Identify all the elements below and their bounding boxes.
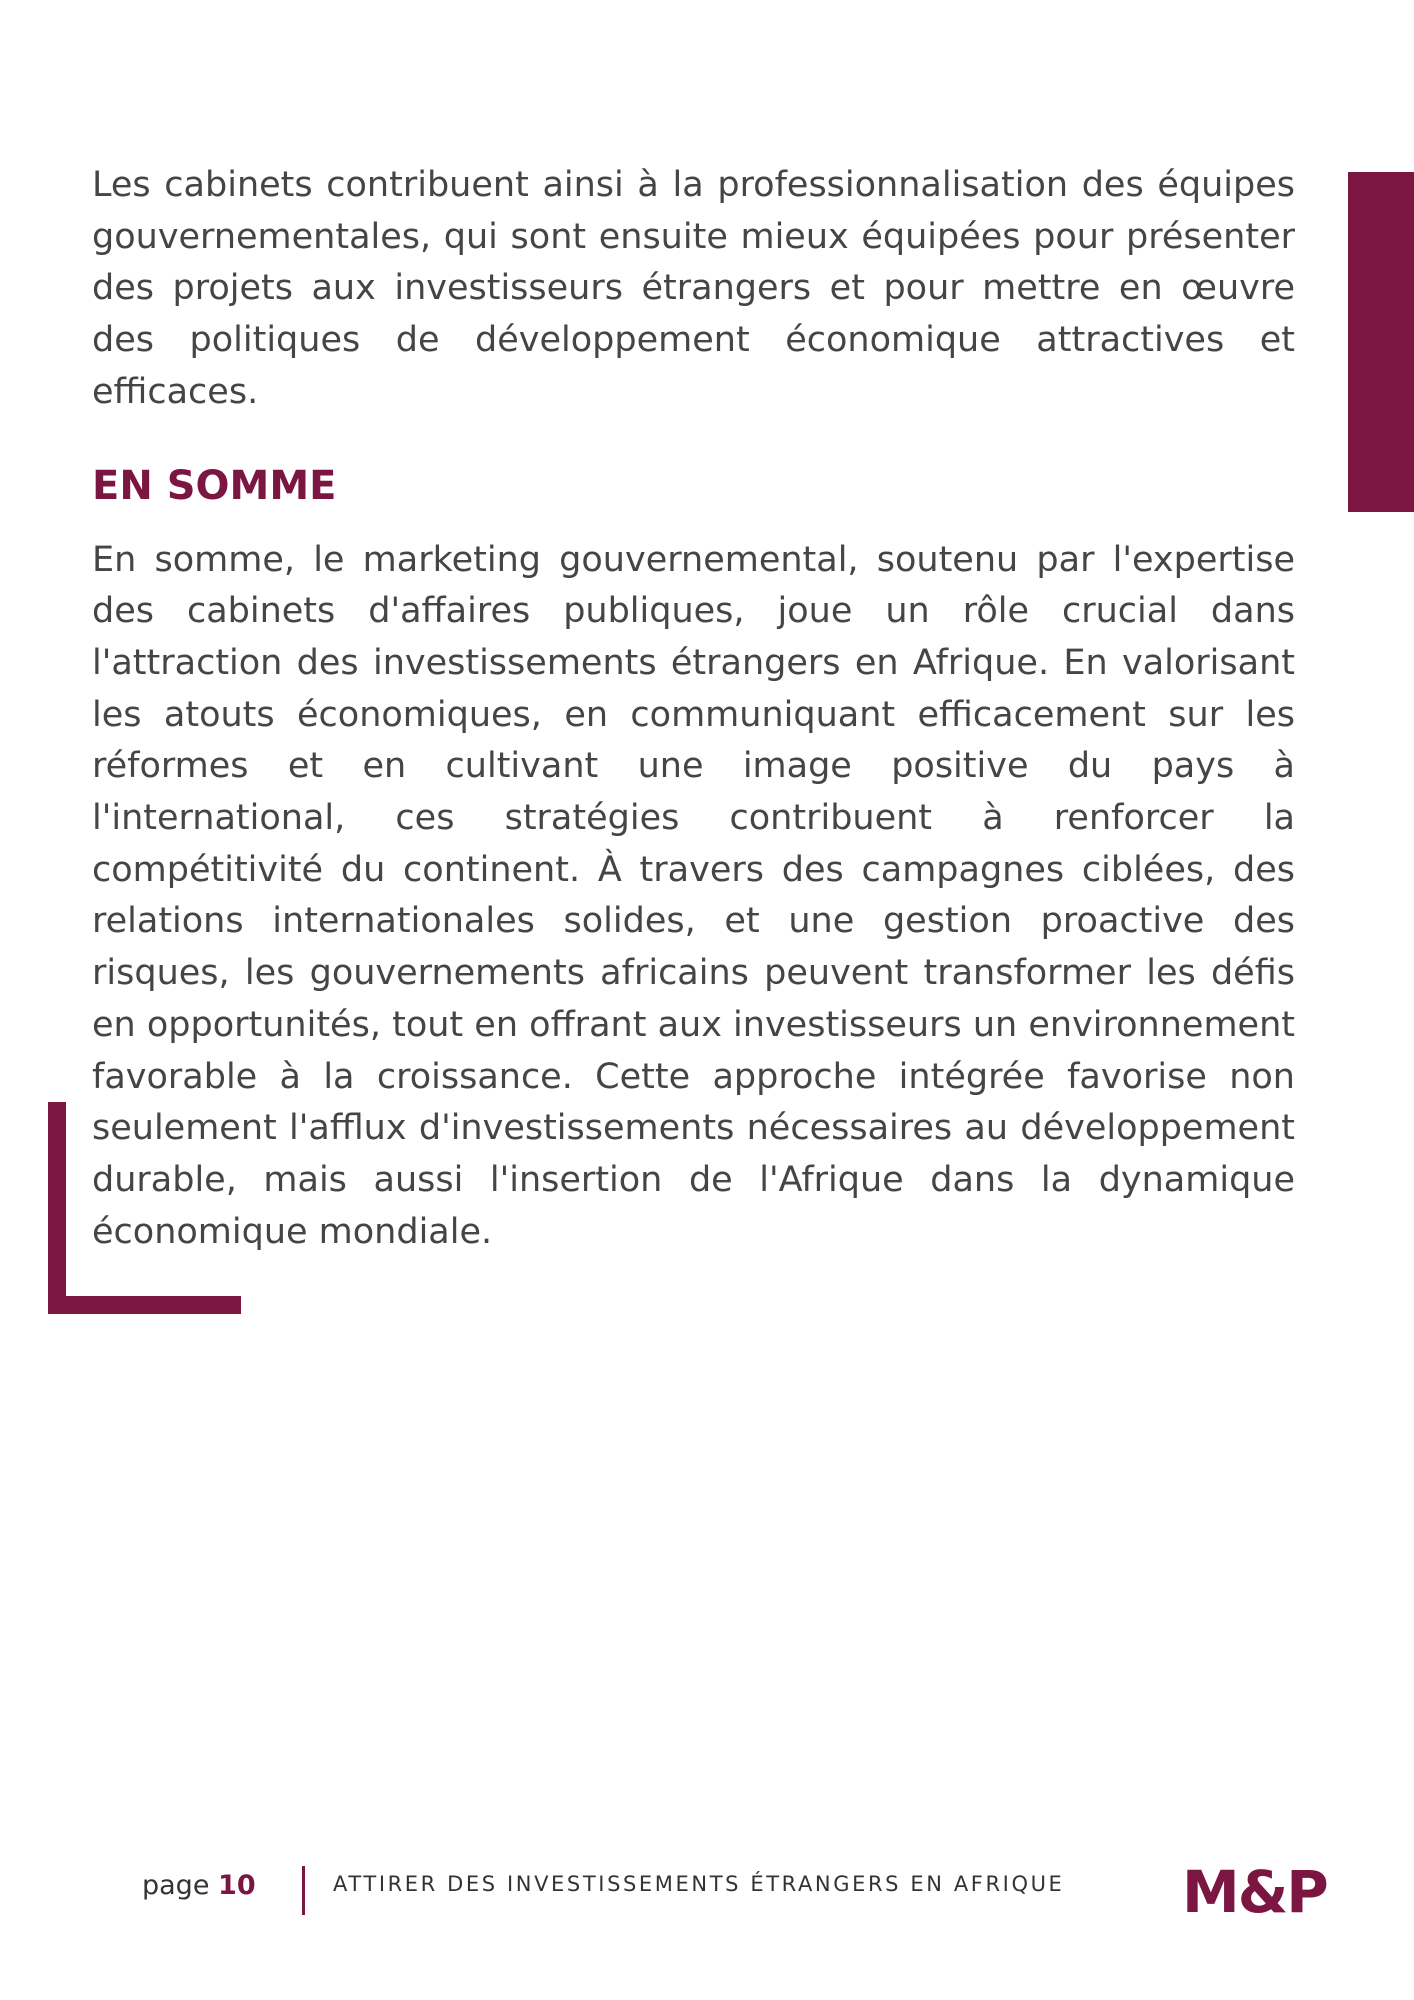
section-heading: EN SOMME [92,462,337,509]
page-footer [0,1858,1414,1926]
corner-accent-horizontal [48,1296,241,1314]
main-content [92,160,1295,1258]
footer-separator [302,1866,305,1915]
brand-logo: M&P [1182,1858,1327,1926]
paragraph-intro: Les cabinets contribuent ainsi à la professionnalisation des équipes gouvernementales, qui sont ensuite mieux équipées pour présenter des projets aux investisseurs étrangers et pour mettre en œuvre des politiques de développement économique attractives et efficaces. [92,165,1295,412]
side-accent-bar [1348,172,1414,512]
page-label: page [142,1870,219,1901]
corner-accent-vertical [48,1102,66,1314]
document-title: ATTIRER DES INVESTISSEMENTS ÉTRANGERS EN AFRIQUE [333,1872,1065,1896]
page-number-value: 10 [218,1870,256,1901]
paragraph-summary: En somme, le marketing gouvernemental, soutenu par l'expertise des cabinets d'affaires publiques, joue un rôle crucial dans l'attraction des investissements étrangers en Afrique. En valorisant les atouts économiques, en communiquant efficacement sur les réformes et en cultivant une image positive du pays à l'international, ces stratégies contribuent à renforcer la compétitivité du continent. À travers des campagnes ciblées, des relations internationales solides, et une gestion proactive des risques, les gouvernements africains peuvent transformer les défis en opportunités, tout en offrant aux investisseurs un environnement favorable à la croissance. Cette approche intégrée favorise non seulement l'afflux d'investissements nécessaires au développement durable, mais aussi l'insertion de l'Afrique dans la dynamique économique mondiale. [92,539,1295,1252]
page-number [142,1870,256,1901]
